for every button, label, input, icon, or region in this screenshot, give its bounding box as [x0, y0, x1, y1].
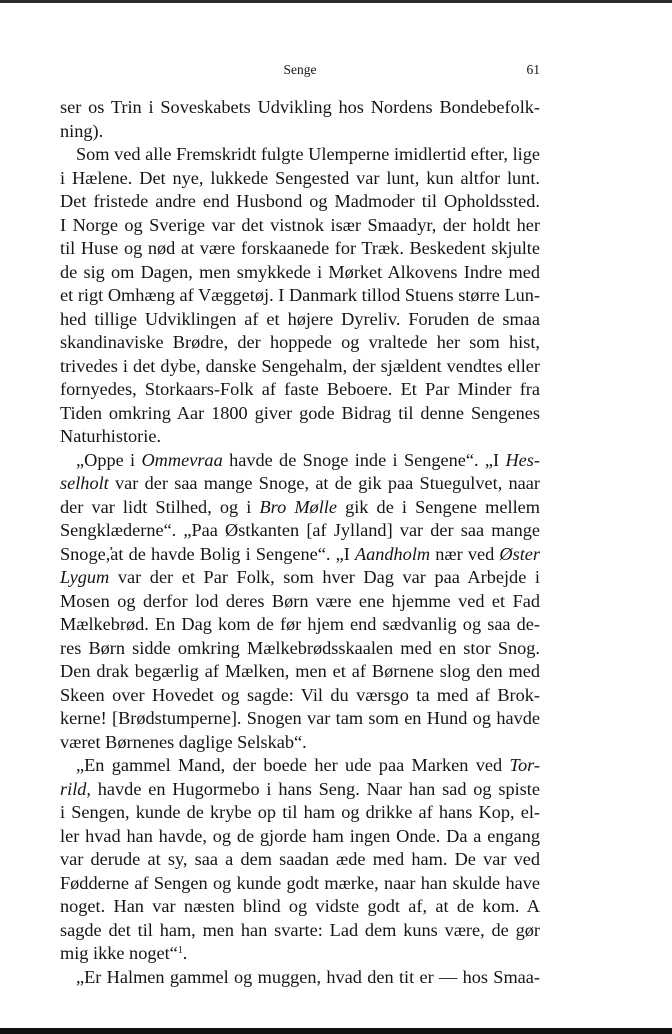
- italic-place-name: Tor-: [509, 755, 540, 775]
- italic-place-name: selholt: [60, 473, 109, 493]
- text-line: [60, 472, 540, 496]
- text-line: [60, 590, 540, 614]
- text-line: [60, 308, 540, 332]
- text-line: [60, 214, 540, 238]
- text-line: [60, 449, 540, 473]
- text-segment: Fødderne af Sengen og kunde godt mærke, naar han skulde have: [60, 872, 540, 893]
- text-line: [60, 637, 540, 661]
- text-segment: Som ved alle Fremskridt fulgte Ulemperne imidlertid efter, lige: [76, 144, 540, 164]
- italic-place-name: Aandholm: [354, 543, 431, 564]
- text-segment: ler hvad han havde, og de gjorde ham ingen Onde. Da a engang: [60, 825, 540, 846]
- text-segment: Sengklæderne“. „Paa Østkanten [af Jylland] var der saa mange: [60, 520, 540, 540]
- text-segment: nær ved: [430, 543, 500, 564]
- text-segment: kerne! [Brødstumperne]. Snogen var tam som en Hund og havde: [60, 708, 540, 728]
- text-line: [60, 425, 540, 449]
- text-line: [60, 284, 540, 308]
- text-segment: skandinaviske Brødre, der hoppede og vraltede her som hist,: [60, 332, 540, 352]
- top-edge-rule: [0, 0, 672, 3]
- text-line: [60, 778, 540, 802]
- text-segment: „Er Halmen gammel og muggen, hvad den tit er — hos Smaa-: [76, 966, 540, 987]
- text-line: [60, 825, 540, 849]
- text-segment: været Børnenes daglige Selskab“.: [60, 731, 307, 752]
- text-line: [60, 942, 540, 966]
- text-segment: Den drak begærlig af Mælken, men et af Børnene slog den med: [60, 661, 540, 681]
- text-segment: Tiden omkring Aar 1800 giver gode Bidrag til denne Sengenes: [60, 402, 540, 423]
- text-line: [60, 872, 540, 896]
- text-segment: mig ikke noget“: [60, 943, 178, 963]
- text-segment: var der saa mange Snoge, at de gik paa Stuegulvet, naar: [108, 473, 540, 493]
- text-segment: ning).: [60, 120, 104, 141]
- body-text: [60, 96, 540, 989]
- text-segment: der var lidt Stilhed, og i: [60, 496, 260, 517]
- text-segment: .: [182, 943, 188, 963]
- text-line: [60, 331, 540, 355]
- text-line: [60, 848, 540, 872]
- text-segment: til Huse og nød at være forskaanede for Træk. Beskedent skjulte: [60, 238, 540, 258]
- text-line: [60, 895, 540, 919]
- italic-place-name: Ommevraa: [141, 449, 223, 470]
- text-segment: Mosen og derfor lod deres Børn være ene hjemme ved et Fad: [60, 590, 540, 611]
- text-segment: havde en Hugormebo i hans Seng. Naar han sad og spiste: [90, 778, 540, 799]
- text-segment: Naturhistorie.: [60, 426, 162, 446]
- text-line: [60, 919, 540, 943]
- text-segment: i Sengen, kunde de krybe op til ham og drikke af hans Kop, el-: [60, 802, 540, 822]
- text-segment: sagde det til ham, men han svarte: Lad dem kuns være, de gør: [60, 919, 540, 940]
- text-line: [60, 120, 540, 144]
- text-segment: Skeen over Hovedet og sagde: Vil du værsgo ta med af Brok-: [60, 684, 540, 705]
- text-line: [60, 684, 540, 708]
- text-segment: trivedes i det dybe, danske Sengehalm, der sjældent vendtes eller: [60, 355, 540, 376]
- footnote-marker: 1: [177, 945, 183, 956]
- text-line: [60, 261, 540, 285]
- running-head: Senge: [283, 62, 317, 77]
- text-segment: var der et Par Folk, som hver Dag var paa Arbejde i: [109, 567, 540, 587]
- text-line: [60, 237, 540, 261]
- text-segment: ser os Trin i Soveskabets Udvikling hos Nordens Bondebefolk-: [60, 97, 540, 117]
- text-segment: var derude at sy, saa a dem saadan æde med ham. De var ved: [60, 849, 540, 869]
- text-segment: Det fristede andre end Husbond og Madmoder til Opholdssted.: [60, 191, 540, 211]
- text-segment: i Hælene. Det nye, lukkede Sengested var lunt, kun altfor lunt.: [60, 167, 540, 188]
- text-line: [60, 566, 540, 590]
- text-segment: Mælkebrød. En Dag kom de før hjem end sædvanlig og saa de-: [60, 614, 540, 634]
- text-segment: havde de Snoge inde i Sengene“. „I: [222, 449, 506, 470]
- text-segment: de sig om Dagen, men smykkede i Mørket Alkovens Indre med: [60, 261, 540, 282]
- italic-place-name: Øster: [499, 543, 540, 564]
- text-segment: Snoge,̕at de havde Bolig i Sengene“. „I: [60, 543, 355, 564]
- text-line: [60, 496, 540, 520]
- text-line: [60, 543, 540, 567]
- text-line: [60, 660, 540, 684]
- text-segment: noget. Han var næsten blind og vidste godt af, at de kom. A: [60, 896, 540, 916]
- text-line: [60, 731, 540, 755]
- text-line: [60, 96, 540, 120]
- page-header: [60, 62, 540, 82]
- page-number: 61: [526, 62, 540, 77]
- text-line: [60, 966, 540, 990]
- text-line: [60, 355, 540, 379]
- text-line: [60, 378, 540, 402]
- text-line: [60, 190, 540, 214]
- text-line: [60, 167, 540, 191]
- text-segment: I Norge og Sverige var det vistnok især Smaadyr, der holdt her: [60, 214, 540, 235]
- text-line: [60, 801, 540, 825]
- text-line: [60, 754, 540, 778]
- text-line: [60, 402, 540, 426]
- italic-place-name: Hes-: [505, 449, 540, 470]
- text-segment: et rigt Omhæng af Væggetøj. I Danmark tillod Stuens større Lun-: [60, 285, 540, 305]
- text-line: [60, 143, 540, 167]
- text-segment: „En gammel Mand, der boede her ude paa Marken ved: [76, 755, 510, 775]
- text-line: [60, 613, 540, 637]
- text-segment: res Børn sidde omkring Mælkebrødsskaalen med en stor Snog.: [60, 637, 540, 658]
- text-segment: hed tillige Udviklingen af et højere Dyreliv. Foruden de smaa: [60, 308, 540, 329]
- text-segment: gik de i Sengene mellem: [336, 496, 540, 517]
- italic-place-name: Bro Mølle: [259, 496, 337, 517]
- bottom-edge-rule: [0, 1028, 672, 1034]
- italic-place-name: rild,: [60, 778, 91, 799]
- text-line: [60, 707, 540, 731]
- italic-place-name: Lygum: [60, 567, 110, 587]
- text-segment: fornyedes, Storkaars-Folk af faste Beboere. Et Par Minder fra: [60, 379, 540, 399]
- text-line: [60, 519, 540, 543]
- text-segment: „Oppe i: [76, 449, 142, 470]
